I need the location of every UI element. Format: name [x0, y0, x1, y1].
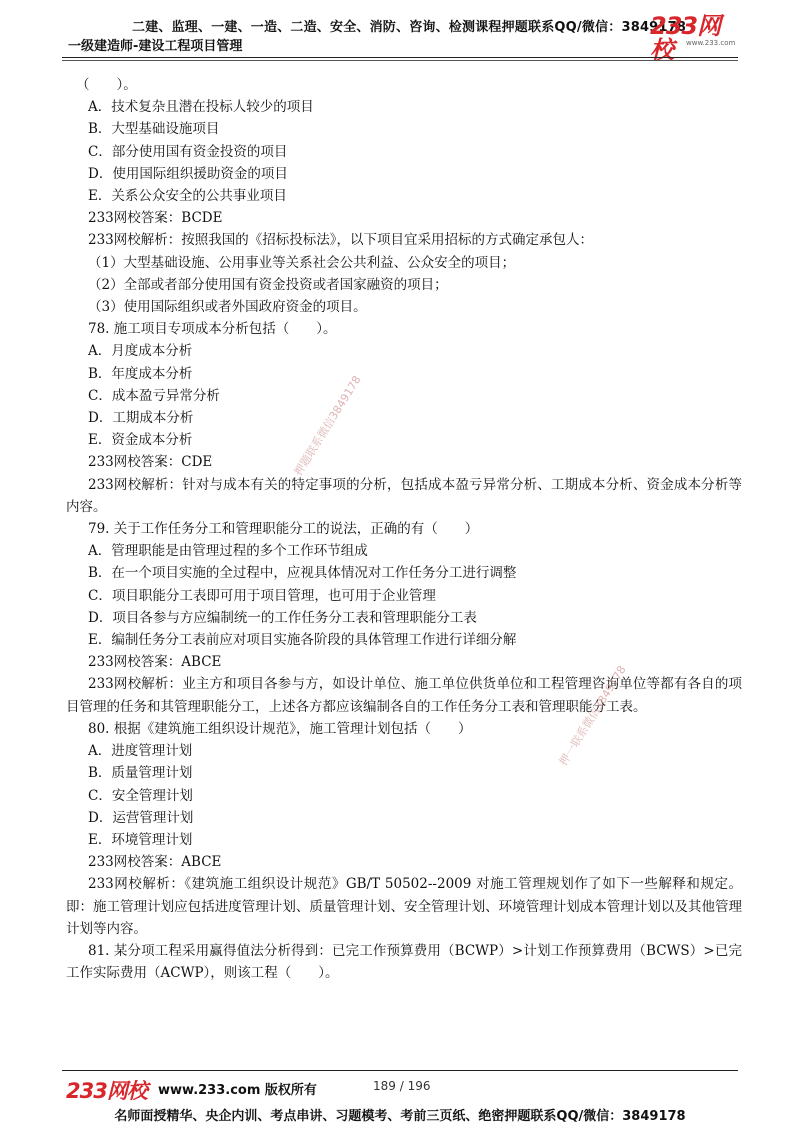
- option-line: D．运营管理计划: [88, 809, 194, 826]
- question-text: 81. 某分项工程采用赢得值法分析得到：已完工作预算费用（BCWP）>计划工作预算费用（BCWS）>已完工作实际费用（ACWP），则该工程（ ）。: [66, 942, 742, 982]
- header-divider-thin: [62, 60, 738, 61]
- option-line: B．大型基础设施项目: [88, 121, 220, 138]
- option-line: D．项目各参与方应编制统一的工作任务分工表和管理职能分工表: [88, 609, 477, 626]
- option-line: A．管理职能是由管理过程的多个工作环节组成: [88, 543, 368, 560]
- brand-logo-text: 233网校: [650, 12, 721, 64]
- answer-line: 233网校答案：CDE: [88, 454, 213, 471]
- document-body: [66, 74, 742, 984]
- question-line: 78. 施工项目专项成本分析包括（ ）。: [88, 321, 337, 338]
- answer-line: 233网校答案：BCDE: [88, 210, 223, 227]
- watermark-text: 押一联系微信3849178: [556, 663, 629, 768]
- option-line: A．月度成本分析: [88, 343, 193, 360]
- option-line: C．成本盈亏异常分析: [88, 387, 220, 404]
- footer-divider: [62, 1070, 738, 1071]
- analysis-text: 233网校解析：《建筑施工组织设计规范》GB/T 50502--2009 对施工管理规划作了如下一些解释和规定。即：施工管理计划应包括进度管理计划、质量管理计划、安全管理计划、环境管理计划成本管理计划以及其他管理计划等内容。: [66, 876, 742, 937]
- option-line: E．关系公众安全的公共事业项目: [88, 188, 287, 205]
- footer-logo: 233网校: [66, 1079, 147, 1103]
- analysis-paragraph: [66, 673, 742, 717]
- option-line: B．在一个项目实施的全过程中，应视具体情况对工作任务分工进行调整: [88, 565, 517, 582]
- option-line: A．进度管理计划: [88, 743, 193, 760]
- footer-promo-line: 名师面授精华、央企内训、考点串讲、习题模考、考前三页纸、绝密押题联系QQ/微信：3849178: [114, 1109, 686, 1124]
- option-line: B．年度成本分析: [88, 365, 193, 382]
- question-line: 80. 根据《建筑施工组织设计规范》，施工管理计划包括（ ）: [88, 720, 472, 737]
- header-subtitle: 一级建造师-建设工程项目管理: [68, 39, 243, 54]
- option-line: D．工期成本分析: [88, 410, 194, 427]
- page-header: [0, 0, 800, 64]
- analysis-line: 233网校解析：按照我国的《招标投标法》，以下项目宜采用招标的方式确定承包人：: [88, 232, 594, 249]
- header-divider: [62, 57, 738, 58]
- page-number: 189 / 196: [373, 1079, 431, 1093]
- option-line: A．技术复杂且潜在投标人较少的项目: [88, 99, 314, 116]
- option-line: C．项目职能分工表即可用于项目管理，也可用于企业管理: [88, 587, 436, 604]
- option-line: E．资金成本分析: [88, 432, 193, 449]
- analysis-paragraph: [66, 474, 742, 518]
- option-line: E．环境管理计划: [88, 831, 193, 848]
- analysis-text: 233网校解析：针对与成本有关的特定事项的分析，包括成本盈亏异常分析、工期成本分析、资金成本分析等内容。: [66, 476, 742, 515]
- answer-line: 233网校答案：ABCE: [88, 654, 222, 671]
- question-paragraph: [66, 940, 742, 984]
- brand-logo: [650, 12, 742, 64]
- footer-copyright: www.233.com 版权所有: [158, 1083, 317, 1098]
- analysis-item: （2）全部或者部分使用国有资金投资或者国家融资的项目；: [88, 276, 448, 293]
- analysis-item: （3）使用国际组织或者外国政府资金的项目。: [88, 299, 367, 316]
- text-line: （ ）。: [76, 77, 137, 93]
- analysis-text: 233网校解析：业主方和项目各参与方，如设计单位、施工单位供货单位和工程管理咨询单位等都有各自的项目管理的任务和其管理职能分工，上述各方都应该编制各自的工作任务分工表和管理职能分工表。: [66, 676, 742, 715]
- analysis-paragraph: [66, 873, 742, 940]
- option-line: E．编制任务分工表前应对项目实施各阶段的具体管理工作进行详细分解: [88, 632, 517, 649]
- analysis-item: （1）大型基础设施、公用事业等关系社会公共利益、公众安全的项目；: [88, 254, 516, 271]
- question-line: 79. 关于工作任务分工和管理职能分工的说法，正确的有（ ）: [88, 521, 479, 538]
- brand-logo-url: www.233.com: [686, 39, 736, 47]
- option-line: B．质量管理计划: [88, 765, 193, 782]
- option-line: C．部分使用国有资金投资的项目: [88, 143, 288, 160]
- watermark-text: 押题联系微信3849178: [291, 373, 364, 478]
- option-line: C．安全管理计划: [88, 787, 193, 804]
- answer-line: 233网校答案：ABCE: [88, 854, 222, 871]
- header-promo-line: 二建、监理、一建、一造、二造、安全、消防、咨询、检测课程押题联系QQ/微信：3849178: [132, 20, 687, 35]
- option-line: D．使用国际组织援助资金的项目: [88, 165, 288, 182]
